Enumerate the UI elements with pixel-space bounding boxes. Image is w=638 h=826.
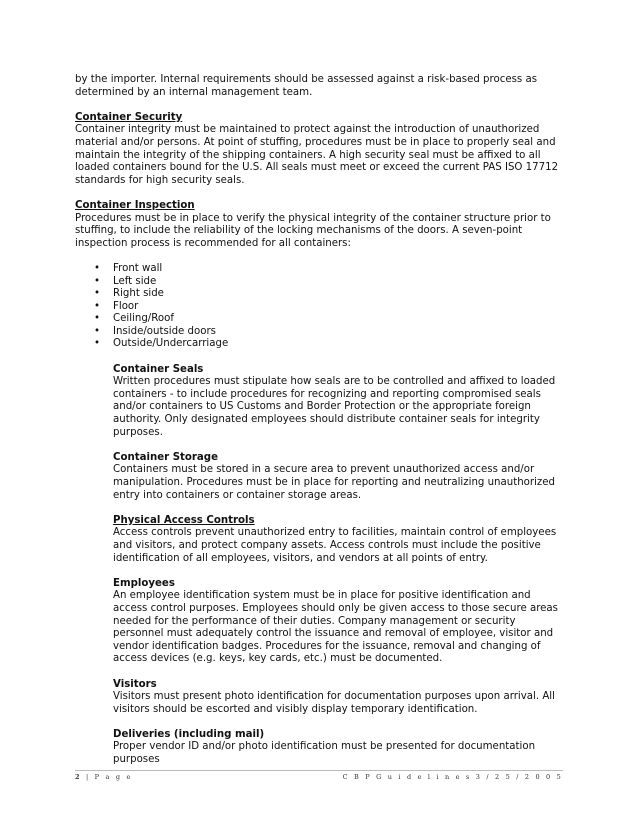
- list-item: • Outside/Undercarriage: [94, 338, 563, 351]
- page-number: 2: [75, 773, 82, 781]
- section-body: Containers must be stored in a secure area to prevent unauthorized access and/or manipulation. Procedures must be in place for reporting and neutralizing unauthorized entry into containers or container storage areas.: [113, 464, 556, 501]
- page-label: | P a g e: [86, 773, 133, 781]
- page-footer: [75, 773, 563, 781]
- section-heading: Container Storage: [113, 451, 219, 463]
- section-body: Written procedures must stipulate how seals are to be controlled and affixed to loaded containers - to include procedures for recognizing and reporting compromised seals and/or containers to US Customs and Border Protection or the appropriate foreign authority. Only designated employees should distribute container seals for integrity purposes.: [113, 376, 556, 438]
- document-body: [75, 74, 563, 767]
- section-body: Proper vendor ID and/or photo identification must be presented for documentation purposes: [113, 741, 536, 766]
- section-container-inspection: [75, 200, 563, 351]
- section-container-seals: [113, 364, 563, 440]
- list-item: • Ceiling/Roof: [94, 313, 563, 326]
- section-heading: Physical Access Controls: [113, 514, 255, 526]
- section-body: Container integrity must be maintained to protect against the introduction of unauthorized material and/or persons. At point of stuffing, procedures must be in place to properly seal and maintain the integrity of the shipping containers. A high security seal must be affixed to all loaded containers bound for the U.S. All seals must meet or exceed the current PAS ISO 17712 standards for high security seals.: [75, 124, 559, 186]
- section-heading: Deliveries (including mail): [113, 728, 265, 740]
- section-container-storage: [113, 452, 563, 502]
- list-item: • Right side: [94, 288, 563, 301]
- list-item: • Inside/outside doors: [94, 326, 563, 339]
- section-container-security: [75, 112, 563, 188]
- section-heading: Container Seals: [113, 363, 204, 375]
- inspection-points-list: [75, 263, 563, 351]
- section-heading: Container Security: [75, 111, 183, 123]
- footer-page-indicator: [75, 773, 133, 781]
- section-visitors: [113, 679, 563, 717]
- section-deliveries: [113, 729, 563, 767]
- intro-paragraph: by the importer. Internal requirements should be assessed against a risk-based process as determined by an internal management team.: [75, 74, 537, 98]
- section-body: Procedures must be in place to verify the physical integrity of the container structure prior to stuffing, to include the reliability of the locking mechanisms of the doors. A seven-point inspection process is recommended for all containers:: [75, 212, 551, 249]
- section-body: Access controls prevent unauthorized entry to facilities, maintain control of employees and visitors, and protect company assets. Access controls must include the positive identification of all employees, visitors, and vendors at all points of entry.: [113, 527, 557, 564]
- section-body: Visitors must present photo identification for documentation purposes upon arrival. All visitors should be escorted and visibly display temporary identification.: [113, 691, 555, 715]
- list-item: • Left side: [94, 276, 563, 289]
- list-item: • Front wall: [94, 263, 563, 276]
- section-heading: Visitors: [113, 678, 157, 690]
- list-item: • Floor: [94, 301, 563, 314]
- section-heading: Container Inspection: [75, 199, 195, 211]
- footer-divider: [75, 770, 563, 771]
- footer-document-title: C B P G u i d e l i n e s 3 / 2 5 / 2 0 0 5: [342, 773, 563, 781]
- section-heading: Employees: [113, 577, 175, 589]
- section-body: An employee identification system must be in place for positive identification and access control purposes. Employees should only be given access to those secure areas needed for the performance of their duties. Company management or security personnel must adequately control the issuance and removal of employee, visitor and vendor identification badges. Procedures for the issuance, removal and changing of access devices (e.g. keys, key cards, etc.) must be documented.: [113, 590, 558, 665]
- section-employees: [113, 578, 563, 666]
- section-physical-access-controls: [113, 515, 563, 565]
